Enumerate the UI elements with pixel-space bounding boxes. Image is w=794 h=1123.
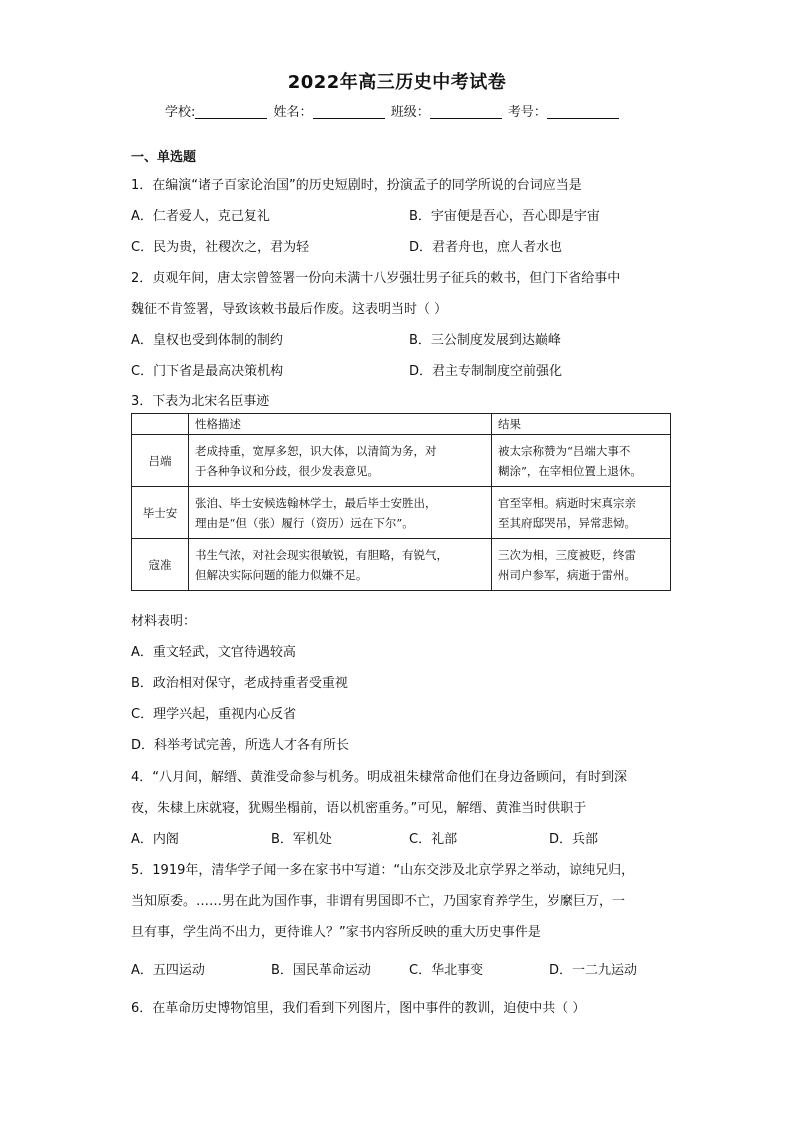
q4-option-b[interactable]: B．军机处	[271, 832, 332, 847]
q2-option-b[interactable]: B．三公制度发展到达巅峰	[409, 333, 561, 348]
table-row	[132, 435, 671, 487]
q5-stem-line2: 当知原委。……男在此为国作事，非谓有男国即不亡，乃国家育养学生，岁縻巨万，一	[131, 894, 626, 909]
q3-option-c[interactable]: C．理学兴起，重视内心反省	[131, 707, 297, 722]
q6-stem: 6．在革命历史博物馆里，我们看到下列图片，图中事件的教训，迫使中共（ ）	[131, 1001, 586, 1016]
minister-name: 毕士安	[132, 487, 189, 539]
desc-line: 张洎、毕士安候选翰林学士，最后毕士安胜出，	[195, 495, 437, 510]
name-label: 姓名：	[273, 105, 313, 120]
table-header-cell: 结果	[492, 414, 671, 435]
q5-stem-line3: 旦有事，学生尚不出力，更待谁人？”家书内容所反映的重大历史事件是	[131, 925, 541, 940]
table-header-cell: 性格描述	[189, 414, 492, 435]
character-desc	[189, 487, 492, 539]
class-label: 班级：	[390, 105, 430, 120]
q4-stem-line1: 4．“八月间，解缙、黄淮受命参与机务。明成祖朱棣常命他们在身边备顾问，有时到深	[131, 770, 628, 785]
q1-stem: 1．在编演“诸子百家论治国”的历史短剧时，扮演孟子的同学所说的台词应当是	[131, 178, 582, 193]
q3-material: 材料表明：	[131, 614, 197, 629]
desc-line: 于各种争议和分歧，很少发表意见。	[195, 463, 379, 478]
result-line: 至其府邸哭吊，异常悲恸。	[498, 515, 636, 530]
school-blank[interactable]	[195, 104, 267, 119]
q1-option-a[interactable]: A．仁者爱人，克己复礼	[131, 209, 270, 224]
minister-name: 吕端	[132, 435, 189, 487]
school-label: 学校:	[165, 105, 196, 120]
table-header-cell	[132, 414, 189, 435]
q5-stem-line1: 5．1919年，清华学子闻一多在家书中写道：“山东交涉及北京学界之举动，谅纯兄归，	[131, 863, 635, 878]
result-desc	[492, 487, 671, 539]
q1-option-b[interactable]: B．宇宙便是吾心，吾心即是宇宙	[409, 209, 600, 224]
class-blank[interactable]	[430, 104, 502, 119]
q4-option-d[interactable]: D．兵部	[549, 832, 599, 847]
section-title: 一、单选题	[131, 150, 197, 165]
q3-option-d[interactable]: D．科举考试完善，所选人才各有所长	[131, 738, 350, 753]
result-desc	[492, 539, 671, 591]
desc-line: 老成持重，宽厚多恕，识大体，以清简为务，对	[195, 443, 437, 458]
table-row	[132, 539, 671, 591]
result-desc	[492, 435, 671, 487]
q1-option-c[interactable]: C．民为贵，社稷次之，君为轻	[131, 240, 310, 255]
name-blank[interactable]	[313, 104, 385, 119]
exam-title: 2022年高三历史中考试卷	[287, 72, 507, 93]
character-desc	[189, 539, 492, 591]
q4-option-a[interactable]: A．内阁	[131, 832, 179, 847]
character-desc	[189, 435, 492, 487]
table-row	[132, 487, 671, 539]
table-header-row	[132, 414, 671, 435]
result-line: 三次为相，三度被贬，终雷	[498, 547, 636, 562]
q5-option-a[interactable]: A．五四运动	[131, 963, 205, 978]
q2-option-c[interactable]: C．门下省是最高决策机构	[131, 364, 284, 379]
result-line: 被太宗称赞为“吕端大事不	[498, 443, 631, 458]
q4-option-c[interactable]: C．礼部	[409, 832, 458, 847]
desc-line: 理由是“但（张）履行（资历）远在下尔”。	[195, 515, 414, 530]
q4-stem-line2: 夜，朱棣上床就寝，犹赐坐榻前，语以机密重务。”可见，解缙、黄淮当时供职于	[131, 801, 587, 816]
q2-option-d[interactable]: D．君主专制制度空前强化	[409, 364, 563, 379]
q5-option-d[interactable]: D．一二九运动	[549, 963, 638, 978]
number-blank[interactable]	[547, 104, 619, 119]
q3-option-a[interactable]: A．重文轻武，文官待遇较高	[131, 645, 296, 660]
minister-name: 寇准	[132, 539, 189, 591]
q1-option-d[interactable]: D．君者舟也，庶人者水也	[409, 240, 563, 255]
q2-stem-line2: 魏征不肯签署，导致该敕书最后作废。这表明当时（ ）	[131, 302, 448, 317]
number-label: 考号：	[507, 105, 547, 120]
q5-option-c[interactable]: C．华北事变	[409, 963, 484, 978]
q3-stem: 3．下表为北宋名臣事迹	[131, 394, 270, 409]
q5-option-b[interactable]: B．国民革命运动	[271, 963, 371, 978]
desc-line: 但解决实际问题的能力似嫌不足。	[195, 567, 368, 582]
q2-option-a[interactable]: A．皇权也受到体制的制约	[131, 333, 283, 348]
student-info-line	[165, 101, 621, 120]
q3-option-b[interactable]: B．政治相对保守，老成持重者受重视	[131, 676, 348, 691]
desc-line: 书生气浓，对社会现实很敏锐，有胆略，有锐气，	[195, 547, 448, 562]
result-line: 州司户参军，病逝于雷州。	[498, 567, 636, 582]
result-line: 官至宰相。病逝时宋真宗亲	[498, 495, 636, 510]
result-line: 糊涂”，在宰相位置上退休。	[498, 463, 642, 478]
ministers-table	[131, 413, 671, 591]
q2-stem-line1: 2．贞观年间，唐太宗曾签署一份向未满十八岁强壮男子征兵的敕书，但门下省给事中	[131, 271, 621, 286]
